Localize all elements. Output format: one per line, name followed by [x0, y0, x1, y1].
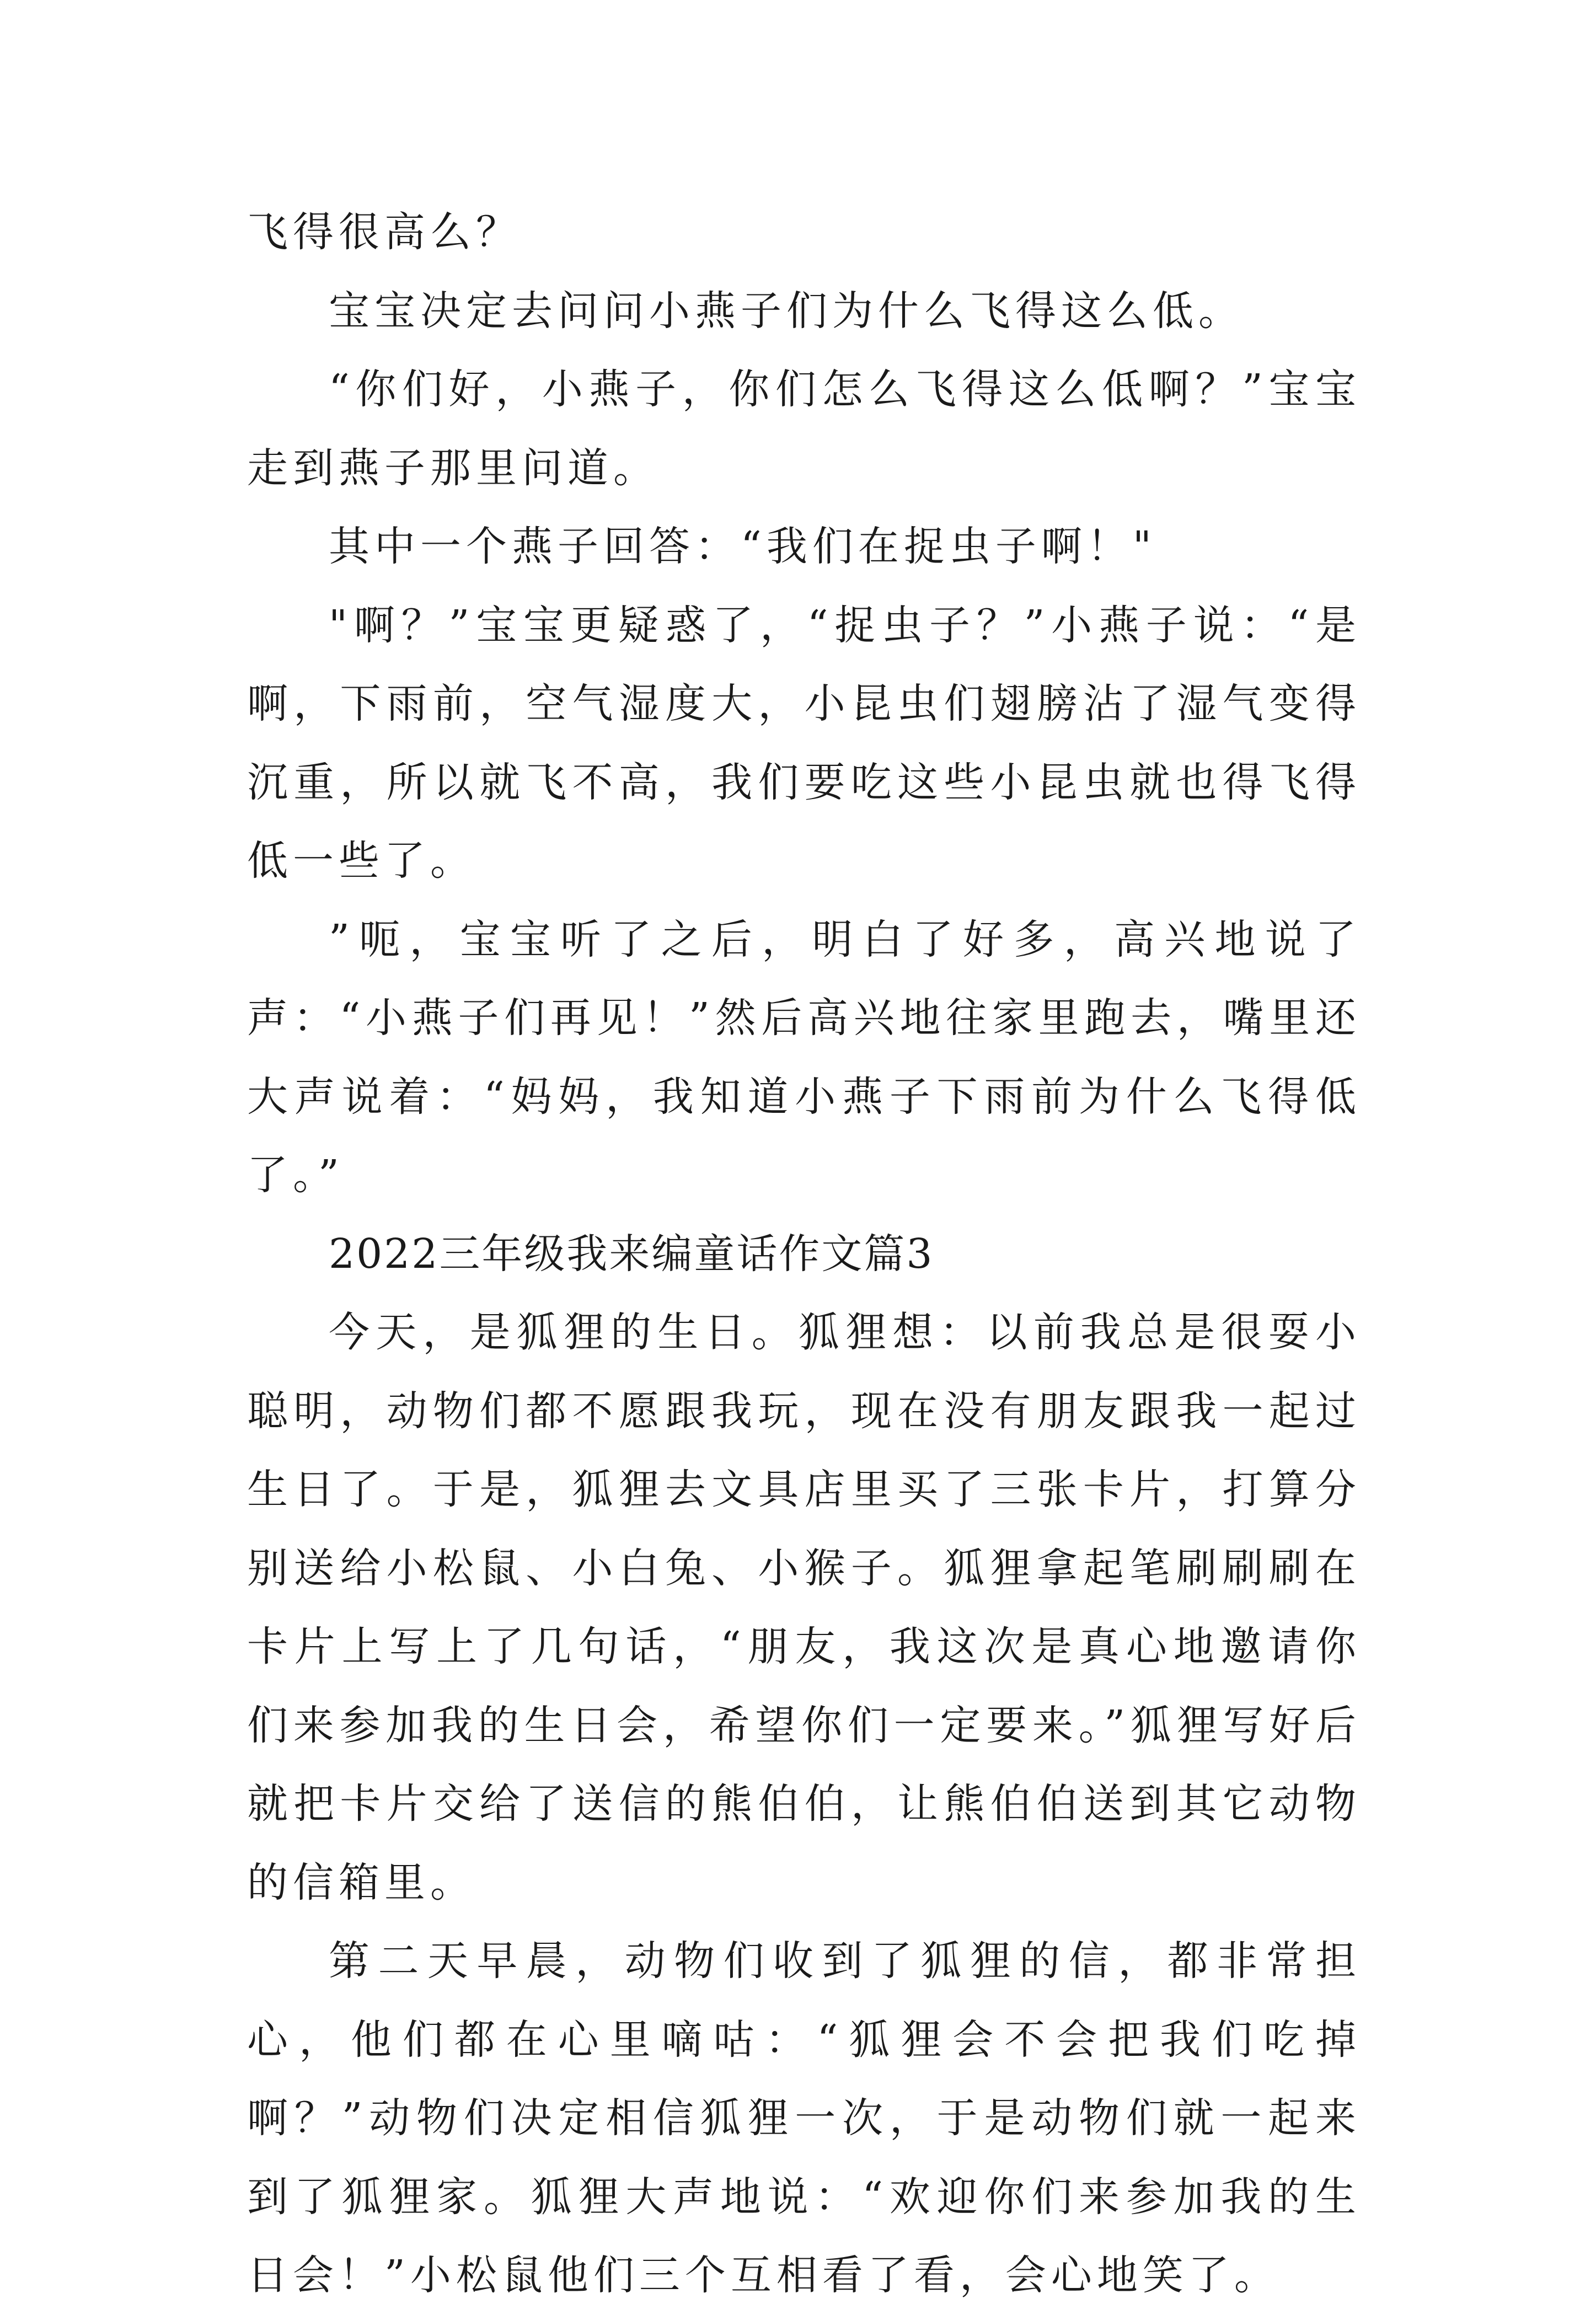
paragraph: "啊？”宝宝更疑惑了，“捉虫子？”小燕子说：“是啊，下雨前，空气湿度大，小昆虫们翅膀沾了湿气变得沉重，所以就飞不高，我们要吃这些小昆虫就也得飞得低一些了。: [247, 601, 1361, 885]
section-heading: 2022三年级我来编童话作文篇3: [329, 1230, 934, 1278]
paragraph: ”呃，宝宝听了之后，明白了好多，高兴地说了声：“小燕子们再见！”然后高兴地往家里跑去，嘴里还大声说着：“妈妈，我知道小燕子下雨前为什么飞得低了。”: [247, 915, 1361, 1199]
paragraph: “你们好，小燕子，你们怎么飞得这么低啊？”宝宝走到燕子那里问道。: [247, 366, 1361, 492]
paragraph: 第二天早晨，动物们收到了狐狸的信，都非常担心，他们都在心里嘀咕：“狐狸会不会把我们吃掉啊？”动物们决定相信狐狸一次，于是动物们就一起来到了狐狸家。狐狸大声地说：“欢迎你们来参加我的生日会！”小松鼠他们三个互相看了看，会心地笑了。: [247, 1937, 1361, 2299]
document-body: [247, 193, 1361, 2315]
paragraph: 宝宝决定去问问小燕子们为什么飞得这么低。: [329, 287, 1244, 335]
paragraph: 其中一个燕子回答：“我们在捉虫子啊！": [329, 523, 1156, 570]
paragraph: 今天，是狐狸的生日。狐狸想：以前我总是很耍小聪明，动物们都不愿跟我玩，现在没有朋友跟我一起过生日了。于是，狐狸去文具店里买了三张卡片，打算分别送给小松鼠、小白兔、小猴子。狐狸拿起笔刷刷刷在卡片上写上了几句话，“朋友，我这次是真心地邀请你们来参加我的生日会，希望你们一定要来。”狐狸写好后就把卡片交给了送信的熊伯伯，让熊伯伯送到其它动物的信箱里。: [247, 1309, 1361, 1906]
paragraph-continuation: 飞得很高么？: [247, 208, 522, 256]
